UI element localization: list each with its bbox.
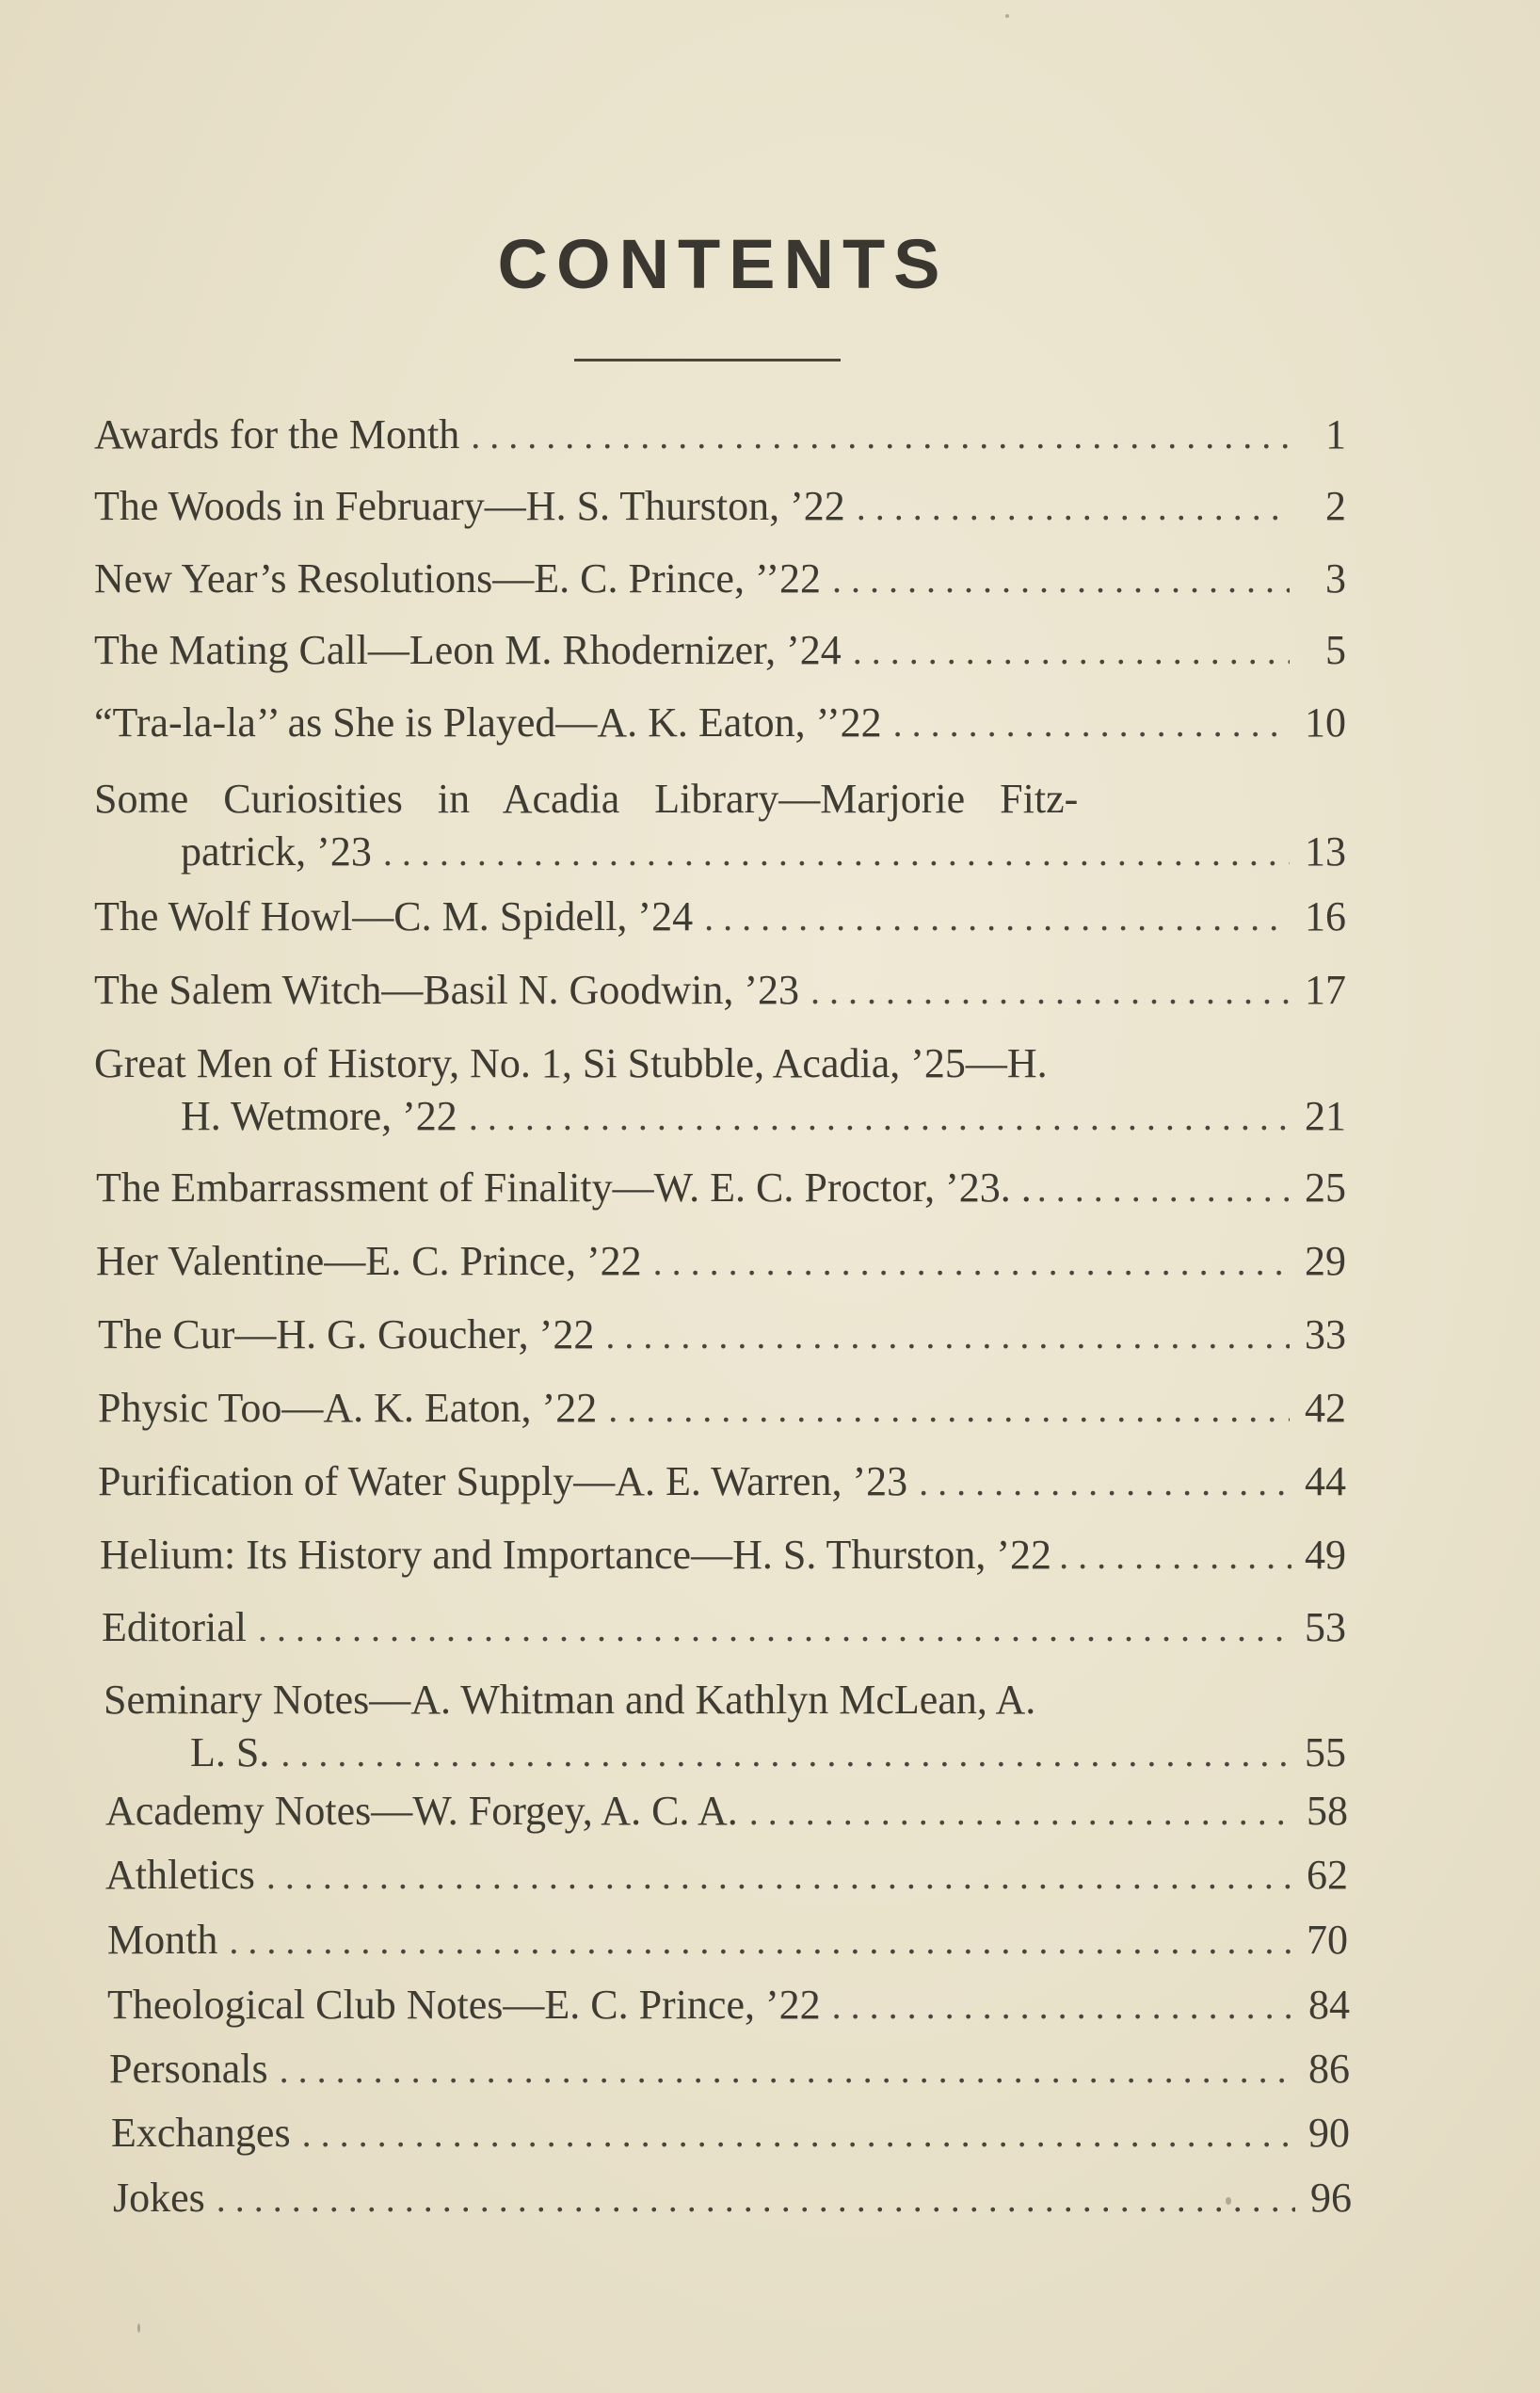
entry-title-continued: patrick, ’23 <box>181 828 372 875</box>
dot-leader <box>832 555 1290 604</box>
dot-leader <box>853 627 1290 676</box>
paper-speck <box>1226 2197 1231 2205</box>
entry-title-continued: L. S. <box>190 1729 270 1775</box>
entry-title: “Tra-la-la’’ as She is Played—A. K. Eaton, ’’22 <box>94 699 882 746</box>
page-number: 58 <box>1307 1788 1348 1834</box>
dot-leader <box>469 1093 1290 1142</box>
dot-leader <box>893 699 1290 748</box>
entry-title: Helium: Its History and Importance—H. S. Thurston, ’22 <box>100 1532 1052 1578</box>
entry-title: Awards for the Month <box>94 411 460 458</box>
dot-leader <box>857 483 1290 532</box>
page-number: 2 <box>1325 483 1346 529</box>
entry-title: Personals <box>109 2046 268 2092</box>
entry-title-continued: H. Wetmore, ’22 <box>181 1093 457 1139</box>
page-number: 5 <box>1325 627 1346 673</box>
dot-leader <box>810 967 1290 1016</box>
page-number: 13 <box>1305 828 1346 875</box>
page-number: 90 <box>1308 2110 1350 2156</box>
dot-leader <box>1059 1532 1291 1581</box>
page-number: 1 <box>1325 411 1346 458</box>
page-number: 33 <box>1305 1311 1346 1357</box>
dot-leader <box>217 2175 1295 2224</box>
entry-title: Theological Club Notes—E. C. Prince, ’22 <box>107 1982 821 2028</box>
dot-leader <box>281 1729 1290 1778</box>
entry-title: The Salem Witch—Basil N. Goodwin, ’23 <box>94 967 799 1013</box>
paper-speck <box>137 2323 140 2333</box>
entry-title: Editorial <box>102 1604 247 1650</box>
dot-leader <box>229 1917 1291 1966</box>
entry-title: Jokes <box>113 2175 205 2221</box>
page-number: 21 <box>1305 1093 1346 1139</box>
page-number: 62 <box>1307 1852 1348 1898</box>
page-number: 49 <box>1305 1532 1346 1578</box>
page-number: 84 <box>1308 1982 1350 2028</box>
page-number: 86 <box>1308 2046 1350 2092</box>
page-number: 44 <box>1305 1458 1346 1504</box>
entry-title: Some Curiosities in Acadia Library—Marjorie Fitz- <box>94 776 1079 822</box>
entry-title: Great Men of History, No. 1, Si Stubble, Acadia, ’25—H. <box>94 1040 1048 1086</box>
entry-title: Athletics <box>105 1852 255 1898</box>
page-number: 53 <box>1305 1604 1346 1650</box>
dot-leader <box>749 1788 1291 1837</box>
page-number: 25 <box>1305 1164 1346 1211</box>
dot-leader <box>832 1982 1293 2031</box>
dot-leader <box>608 1385 1290 1434</box>
entry-title: The Woods in February—H. S. Thurston, ’22 <box>94 483 845 529</box>
page-number: 3 <box>1325 555 1346 602</box>
entry-title: Month <box>107 1917 218 1963</box>
entry-title: Academy Notes—W. Forgey, A. C. A. <box>105 1788 738 1834</box>
page-number: 96 <box>1310 2175 1352 2221</box>
entry-title: Purification of Water Supply—A. E. Warren, ’23 <box>98 1458 908 1504</box>
dot-leader <box>383 828 1290 877</box>
paper-speck <box>1005 14 1009 18</box>
dot-leader <box>266 1852 1291 1901</box>
dot-leader <box>1037 1164 1293 1213</box>
dot-leader <box>653 1238 1290 1287</box>
entry-title: The Cur—H. G. Goucher, ’22 <box>98 1311 595 1357</box>
page-number: 16 <box>1305 893 1346 940</box>
dot-leader <box>258 1604 1290 1653</box>
entry-title: The Wolf Howl—C. M. Spidell, ’24 <box>94 893 694 940</box>
entry-title: The Embarrassment of Finality—W. E. C. Proctor, ’23. . <box>96 1164 1032 1211</box>
entry-title: Her Valentine—E. C. Prince, ’22 <box>96 1238 642 1284</box>
entry-title: Physic Too—A. K. Eaton, ’22 <box>98 1385 598 1431</box>
entry-title: The Mating Call—Leon M. Rhodernizer, ’24 <box>94 627 842 673</box>
dot-leader <box>919 1458 1290 1507</box>
entry-title: New Year’s Resolutions—E. C. Prince, ’’22 <box>94 555 821 602</box>
entry-title: Seminary Notes—A. Whitman and Kathlyn McLean, A. <box>104 1677 1036 1723</box>
entry-title: Exchanges <box>111 2110 291 2156</box>
page-number: 29 <box>1305 1238 1346 1284</box>
page-number: 42 <box>1305 1385 1346 1431</box>
dot-leader <box>280 2046 1293 2095</box>
dot-leader <box>704 893 1290 942</box>
dot-leader <box>302 2110 1293 2159</box>
page-title: CONTENTS <box>497 225 949 303</box>
page-number: 10 <box>1305 699 1346 746</box>
dot-leader <box>605 1311 1290 1360</box>
page-number: 17 <box>1305 967 1346 1013</box>
page-number: 70 <box>1307 1917 1348 1963</box>
page-number: 55 <box>1305 1729 1346 1775</box>
dot-leader <box>471 411 1290 460</box>
